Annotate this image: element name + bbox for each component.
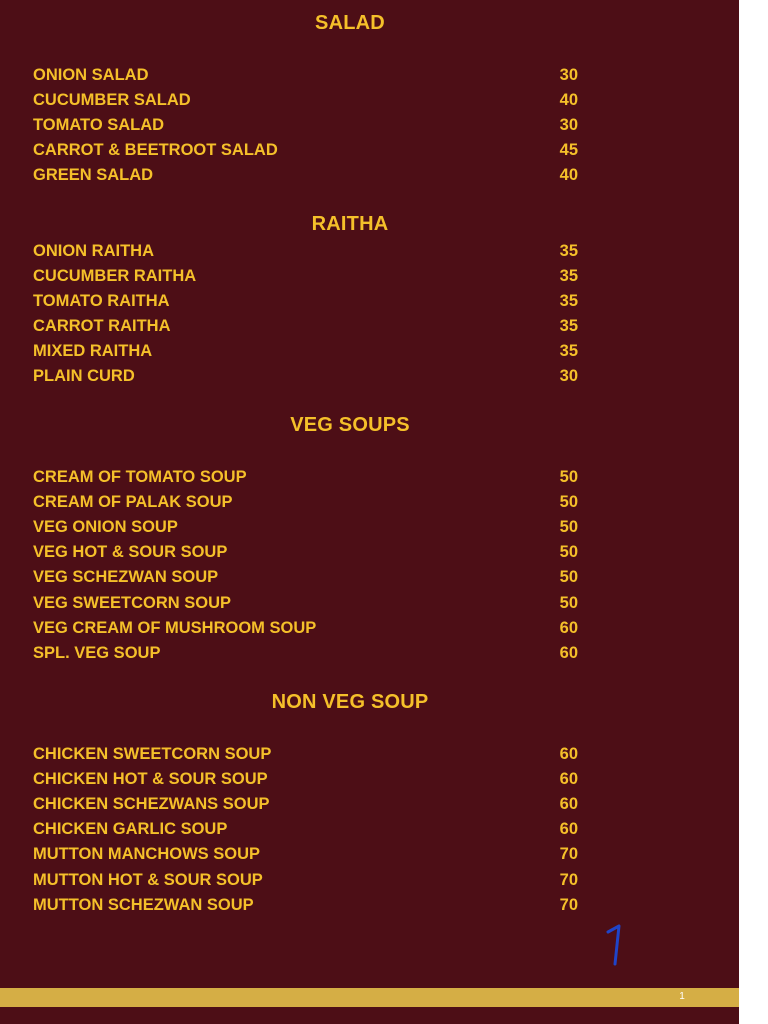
item-price: 70 — [559, 871, 578, 889]
menu-item — [33, 893, 583, 917]
section-title-salad: SALAD — [315, 12, 385, 34]
page-number: 1 — [679, 991, 685, 1002]
section-title-veg-soups: VEG SOUPS — [290, 414, 410, 436]
item-price: 50 — [559, 493, 578, 511]
item-price: 60 — [559, 644, 578, 662]
item-price: 50 — [559, 543, 578, 561]
item-name: MUTTON HOT & SOUR SOUP — [33, 871, 263, 889]
menu-item — [33, 364, 583, 388]
menu-item — [33, 88, 583, 112]
item-price: 60 — [559, 745, 578, 763]
item-name: CREAM OF TOMATO SOUP — [33, 468, 247, 486]
item-price: 60 — [559, 770, 578, 788]
item-price: 50 — [559, 594, 578, 612]
menu-item — [33, 289, 583, 313]
menu-item — [33, 641, 583, 665]
item-price: 60 — [559, 795, 578, 813]
menu-item — [33, 339, 583, 363]
menu-item — [33, 515, 583, 539]
item-name: CARROT RAITHA — [33, 317, 171, 335]
menu-item — [33, 842, 583, 866]
item-price: 35 — [559, 317, 578, 335]
item-price: 60 — [559, 820, 578, 838]
section-title-non-veg-soup: NON VEG SOUP — [271, 691, 429, 713]
menu-item — [33, 138, 583, 162]
item-name: CHICKEN HOT & SOUR SOUP — [33, 770, 268, 788]
item-name: MIXED RAITHA — [33, 342, 153, 360]
item-price: 30 — [559, 367, 578, 385]
item-name: ONION SALAD — [33, 66, 149, 84]
item-name: CHICKEN SCHEZWANS SOUP — [33, 795, 270, 813]
item-name: VEG HOT & SOUR SOUP — [33, 543, 228, 561]
item-price: 70 — [559, 896, 578, 914]
item-price: 40 — [559, 166, 578, 184]
item-name: GREEN SALAD — [33, 166, 154, 184]
item-price: 35 — [559, 267, 578, 285]
item-name: VEG CREAM OF MUSHROOM SOUP — [33, 619, 317, 637]
item-price: 50 — [559, 518, 578, 536]
menu-item — [33, 616, 583, 640]
menu-item — [33, 490, 583, 514]
item-name: CARROT & BEETROOT SALAD — [33, 141, 278, 159]
item-price: 35 — [559, 292, 578, 310]
handwritten-page-mark — [602, 920, 632, 970]
menu-item — [33, 767, 583, 791]
item-price: 50 — [559, 568, 578, 586]
item-name: MUTTON MANCHOWS SOUP — [33, 845, 261, 863]
menu-item — [33, 63, 583, 87]
item-name: TOMATO RAITHA — [33, 292, 170, 310]
item-name: VEG SCHEZWAN SOUP — [33, 568, 219, 586]
menu-item — [33, 817, 583, 841]
menu-item — [33, 540, 583, 564]
menu-item — [33, 792, 583, 816]
item-price: 60 — [559, 619, 578, 637]
item-name: ONION RAITHA — [33, 242, 154, 260]
item-price: 40 — [559, 91, 578, 109]
item-price: 70 — [559, 845, 578, 863]
item-name: TOMATO SALAD — [33, 116, 165, 134]
item-name: CHICKEN SWEETCORN SOUP — [33, 745, 272, 763]
menu-item — [33, 742, 583, 766]
menu-item — [33, 465, 583, 489]
menu-item — [33, 314, 583, 338]
menu-item — [33, 163, 583, 187]
menu-item — [33, 239, 583, 263]
section-title-raitha: RAITHA — [311, 213, 389, 235]
item-name: VEG SWEETCORN SOUP — [33, 594, 232, 612]
item-name: MUTTON SCHEZWAN SOUP — [33, 896, 254, 914]
menu-item — [33, 565, 583, 589]
footer-bar — [0, 988, 739, 1007]
item-price: 45 — [559, 141, 578, 159]
item-name: VEG ONION SOUP — [33, 518, 178, 536]
item-name: CUCUMBER RAITHA — [33, 267, 197, 285]
item-price: 30 — [559, 66, 578, 84]
menu-item — [33, 591, 583, 615]
item-price: 30 — [559, 116, 578, 134]
menu-item — [33, 113, 583, 137]
menu-item — [33, 868, 583, 892]
page-margin — [739, 0, 768, 1024]
item-name: CREAM OF PALAK SOUP — [33, 493, 233, 511]
item-price: 35 — [559, 342, 578, 360]
menu-item — [33, 264, 583, 288]
item-name: SPL. VEG SOUP — [33, 644, 161, 662]
item-name: CHICKEN GARLIC SOUP — [33, 820, 228, 838]
item-name: PLAIN CURD — [33, 367, 135, 385]
item-price: 50 — [559, 468, 578, 486]
item-name: CUCUMBER SALAD — [33, 91, 191, 109]
item-price: 35 — [559, 242, 578, 260]
